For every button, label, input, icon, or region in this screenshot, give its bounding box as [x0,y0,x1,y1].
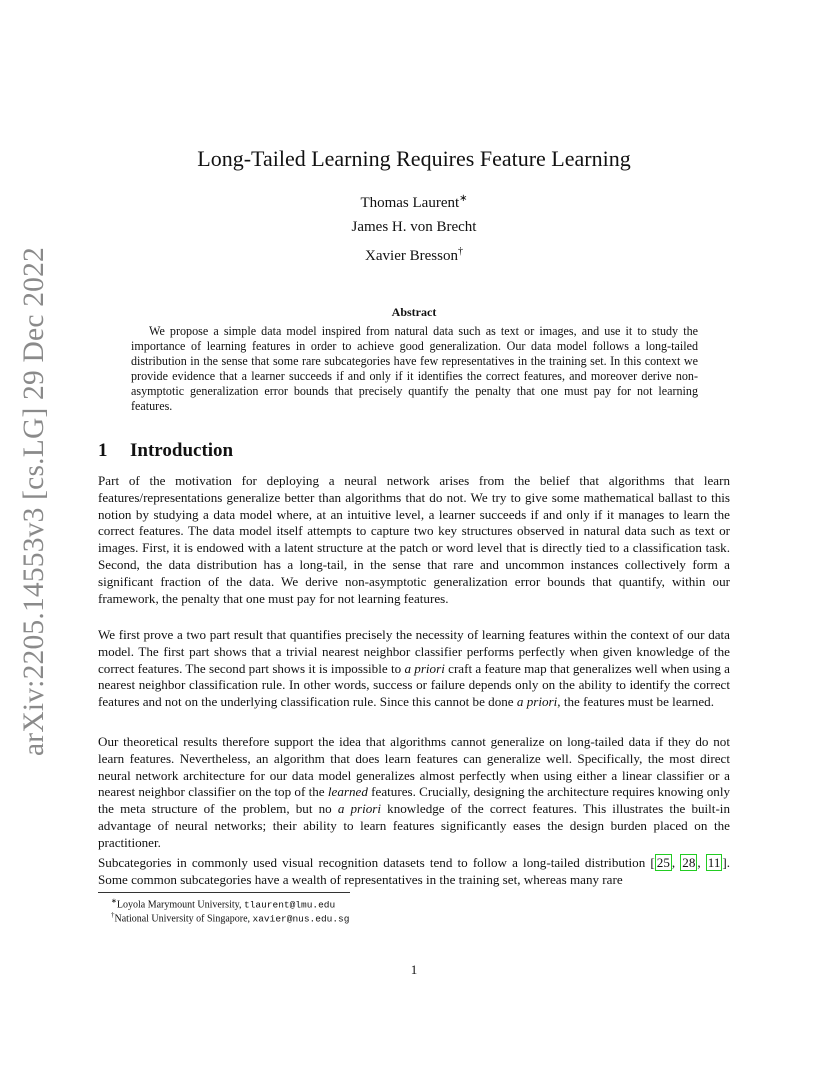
section-title: Introduction [130,440,234,461]
intro-paragraph-4: Subcategories in commonly used visual recognition datasets tend to follow a long-tailed distribution [ 25 , 28 , 11 ]. Some common subcategories have a wealth of representatives in the training set, whereas many rare [98,855,731,887]
email-link[interactable]: xavier@nus.edu.sg [252,913,350,925]
intro-paragraph-1: Part of the motivation for deploying a neural network arises from the belief that algorithms that learn features/representations generalize better than algorithms that do not. We try to give some mathematical ballast to this notion by studying a data model where, at an intuitive level, a learner succeeds if and only if it manages to learn the correct features. The data model itself attempts to capture two key structures observed in natural data such as text or images. First, it is endowed with a latent structure at the patch or word level that is directly tied to a classification task. Second, the data distribution has a long-tail, in the sense that rare and uncommon instances collectively form a significant fraction of the data. We derive non-asymptotic generalization error bounds that quantify, within our framework, the penalty that one must pay for not learning features. [98,473,730,606]
abstract-heading: Abstract [391,305,437,319]
author-name: Xavier Bresson† [365,246,463,264]
intro-paragraph-2: We first prove a two part result that quantifies precisely the necessity of learning features within the context of our data model. The first part shows that a trivial nearest neighbor classifier performs perfectly when given knowledge of the correct features. The second part shows it is impossible to a priori craft a feature map that generalizes well when using a nearest neighbor classification rule. In other words, success or failure depends only on the ability to identify the correct features and not on the underlying classification rule. Since this cannot be done a priori, the features must be learned. [98,627,730,710]
citation-link[interactable]: 28 [682,855,696,870]
citation-link[interactable]: 25 [656,855,670,870]
emphasis: a priori [516,694,558,710]
citation-link[interactable]: 11 [707,855,721,870]
author-footnote-mark: † [457,246,463,257]
section-heading [98,440,233,462]
footnote: †National University of Singapore, xavier@nus.edu.sg [111,911,350,925]
email-link[interactable]: tlaurent@lmu.edu [243,899,336,911]
author-name: James H. von Brecht [351,219,477,235]
section-number: 1 [98,440,108,461]
intro-paragraph-3: Our theoretical results therefore support the idea that algorithms cannot generalize on long-tailed data if they do not learn features. Nevertheless, an algorithm that does learn features can generalize well. Specifically, the most direct neural network architecture for our data model generalizes almost perfectly when using either a linear classifier or a nearest neighbor classifier on the top of the learned features. Crucially, designing the architecture requires knowing only the meta structure of the problem, but no a priori knowledge of the correct features. This illustrates the built-in advantage of neural networks; their ability to learn features significantly eases the design burden placed on the practitioner. [98,734,730,850]
emphasis: learned [327,784,368,800]
author-footnote-mark: ∗ [459,193,468,204]
emphasis: a priori [337,801,382,817]
footnote: ∗Loyola Marymount University, tlaurent@lmu.edu [111,897,336,911]
author-name: Thomas Laurent∗ [360,193,468,211]
abstract-text: We propose a simple data model inspired from natural data such as text or images, and use it to study the importance of learning features in order to achieve good generalization. Our data model follows a long-tailed distribution in the sense that some rare subcategories have few representatives in the training set. In this context we provide evidence that a learner succeeds if and only if it identifies the correct features, and moreover derive non-asymptotic generalization error bounds that precisely quantify the penalty that one must pay for not learning features. [131,324,698,414]
arxiv-identifier-stamp: arXiv:2205.14553v3 [cs.LG] 29 Dec 2022 [18,247,50,756]
footnote-separator [98,892,350,893]
emphasis: a priori [404,660,445,676]
page-number: 1 [410,962,418,977]
paper-title: Long-Tailed Learning Requires Feature Learning [197,146,631,171]
